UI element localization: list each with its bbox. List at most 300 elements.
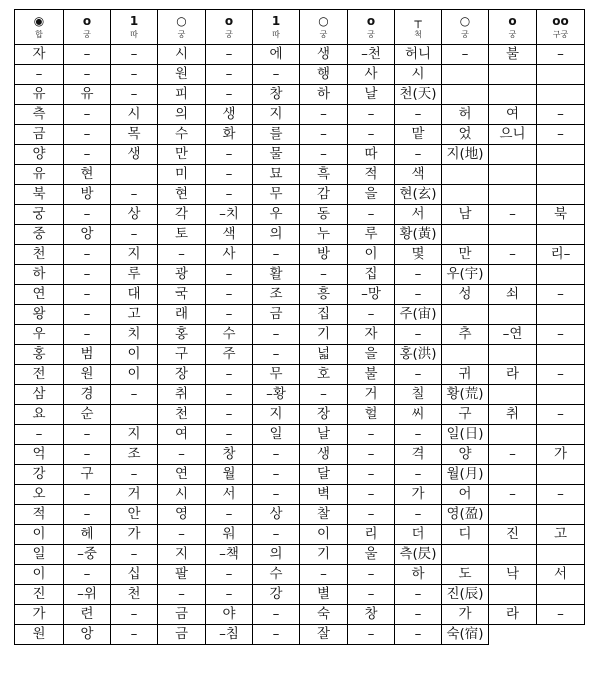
table-cell: –: [206, 425, 253, 445]
table-cell: –: [300, 145, 348, 165]
table-cell: 범: [64, 345, 111, 365]
table-cell: 시: [111, 105, 158, 125]
table-cell: [489, 225, 537, 245]
table-cell: 측: [15, 105, 64, 125]
table-cell: [537, 425, 585, 445]
header-cell: [64, 10, 111, 45]
table-cell: –: [206, 165, 253, 185]
table-cell: –: [253, 345, 300, 365]
header-label: 궁: [177, 29, 186, 39]
table-cell: 북: [537, 205, 585, 225]
table-cell: –: [348, 625, 395, 645]
table-cell: 의: [253, 225, 300, 245]
table-cell: 십: [111, 565, 158, 585]
table-cell: –: [253, 245, 300, 265]
table-cell: 현(玄): [395, 185, 442, 205]
table-cell: –: [111, 605, 158, 625]
table-cell: 집: [348, 265, 395, 285]
table-cell: 삼: [15, 385, 64, 405]
table-cell: 현: [64, 165, 111, 185]
header-label: 궁: [319, 29, 328, 39]
table-cell: 원: [158, 65, 206, 85]
empty-space: [537, 625, 585, 645]
table-cell: 우: [253, 205, 300, 225]
table-cell: 여: [489, 105, 537, 125]
table-cell: –: [64, 285, 111, 305]
table-cell: 주(宙): [395, 305, 442, 325]
table-cell: [537, 585, 585, 605]
table-cell: 생: [206, 105, 253, 125]
table-cell: 활: [253, 265, 300, 285]
header-label: 궁: [461, 29, 469, 39]
table-cell: 목: [111, 125, 158, 145]
table-cell: 이: [348, 245, 395, 265]
table-cell: 를: [253, 125, 300, 145]
table-cell: 금: [15, 125, 64, 145]
table-cell: –: [64, 105, 111, 125]
table-cell: 물: [253, 145, 300, 165]
table-cell: 이: [15, 525, 64, 545]
table-cell: [537, 225, 585, 245]
table-cell: 조: [253, 285, 300, 305]
table-cell: –: [111, 385, 158, 405]
table-cell: 천: [15, 245, 64, 265]
table-row: [15, 245, 585, 265]
table-cell: [489, 65, 537, 85]
table-row: [15, 365, 585, 385]
table-cell: 취: [158, 385, 206, 405]
table-cell: [489, 85, 537, 105]
table-cell: –: [253, 605, 300, 625]
one: 1: [271, 13, 281, 28]
table-cell: 거: [111, 485, 158, 505]
table-cell: 측(昃): [395, 545, 442, 565]
table-cell: 피: [158, 85, 206, 105]
table-cell: 국: [158, 285, 206, 305]
table-cell: [442, 185, 489, 205]
table-cell: –: [348, 125, 395, 145]
table-cell: 루: [111, 265, 158, 285]
table-cell: 의: [158, 105, 206, 125]
table-cell: –: [15, 65, 64, 85]
table-cell: 억: [15, 445, 64, 465]
table-cell: 여: [158, 425, 206, 445]
table-cell: –: [348, 445, 395, 465]
table-cell: –: [206, 285, 253, 305]
table-cell: 북: [15, 185, 64, 205]
table-cell: –위: [64, 585, 111, 605]
table-cell: 구: [64, 465, 111, 485]
table-row: [15, 325, 585, 345]
table-cell: –: [206, 585, 253, 605]
table-cell: 색: [395, 165, 442, 185]
table-cell: 자: [15, 45, 64, 65]
header-label: 궁: [83, 29, 91, 39]
table-cell: –: [300, 385, 348, 405]
table-cell: 우(宇): [442, 265, 489, 285]
table-cell: [489, 185, 537, 205]
header-cell: [537, 10, 585, 45]
table-cell: 안: [111, 505, 158, 525]
table-cell: [537, 545, 585, 565]
table-cell: 호: [300, 365, 348, 385]
table-cell: [537, 345, 585, 365]
table-cell: 영: [158, 505, 206, 525]
table-cell: 시: [395, 65, 442, 85]
table-cell: 리–: [537, 245, 585, 265]
table-cell: 리: [348, 525, 395, 545]
table-cell: 오: [15, 485, 64, 505]
table-cell: 양: [442, 445, 489, 465]
table-cell: –: [253, 445, 300, 465]
table-row: [15, 625, 585, 645]
table-cell: –: [158, 245, 206, 265]
table-cell: 지: [111, 425, 158, 445]
table-row: [15, 385, 585, 405]
table-cell: 방: [64, 185, 111, 205]
table-cell: 도: [442, 565, 489, 585]
table-cell: 격: [395, 445, 442, 465]
table-cell: 이: [111, 345, 158, 365]
table-cell: –: [111, 185, 158, 205]
table-cell: 구: [442, 405, 489, 425]
table-row: [15, 345, 585, 365]
table-cell: –: [253, 465, 300, 485]
table-row: [15, 125, 585, 145]
table-cell: 금: [253, 305, 300, 325]
table-cell: 불: [348, 365, 395, 385]
table-cell: 월: [206, 465, 253, 485]
table-cell: 왕: [15, 305, 64, 325]
table-cell: 유: [64, 85, 111, 105]
table-cell: [537, 145, 585, 165]
table-cell: 팔: [158, 565, 206, 585]
table-cell: 홍: [15, 345, 64, 365]
table-cell: 서: [395, 205, 442, 225]
table-cell: 진(辰): [442, 585, 489, 605]
empty-space: [489, 625, 537, 645]
table-cell: 련: [64, 605, 111, 625]
table-cell: –: [253, 525, 300, 545]
table-cell: 하: [300, 85, 348, 105]
table-cell: 생: [300, 45, 348, 65]
table-cell: 이: [111, 365, 158, 385]
table-cell: –: [348, 485, 395, 505]
small-o: o: [224, 13, 234, 28]
table-cell: [111, 165, 158, 185]
table-cell: 헐: [348, 405, 395, 425]
table-cell: [442, 345, 489, 365]
table-cell: –: [537, 405, 585, 425]
header-label: 구궁: [552, 29, 569, 39]
table-cell: –: [64, 125, 111, 145]
table-cell: –: [111, 45, 158, 65]
table-cell: 불: [489, 45, 537, 65]
table-cell: 헤: [64, 525, 111, 545]
table-cell: –: [253, 65, 300, 85]
table-cell: [537, 305, 585, 325]
table-cell: –: [395, 145, 442, 165]
table-cell: –: [111, 465, 158, 485]
circle-icon: ○: [318, 13, 329, 28]
table-cell: 황(黃): [395, 225, 442, 245]
table-cell: 대: [111, 285, 158, 305]
header-cell: [158, 10, 206, 45]
table-cell: 칠: [395, 385, 442, 405]
table-cell: [537, 165, 585, 185]
table-cell: 추: [442, 325, 489, 345]
bullseye-icon: ◉: [33, 13, 45, 28]
table-cell: 행: [300, 65, 348, 85]
table-row: [15, 465, 585, 485]
table-row: [15, 605, 585, 625]
table-cell: [489, 305, 537, 325]
table-row: [15, 545, 585, 565]
table-cell: [442, 65, 489, 85]
table-cell: 황(荒): [442, 385, 489, 405]
table-cell: –: [206, 65, 253, 85]
table-cell: 적: [348, 165, 395, 185]
table-cell: 루: [348, 225, 395, 245]
table-cell: [489, 585, 537, 605]
small-o: o: [508, 13, 517, 28]
table-cell: –: [206, 185, 253, 205]
table-row: [15, 105, 585, 125]
table-cell: –: [64, 45, 111, 65]
table-cell: [442, 85, 489, 105]
table-row: [15, 225, 585, 245]
circle-icon: ○: [459, 13, 471, 28]
table-cell: –: [537, 45, 585, 65]
table-row: [15, 485, 585, 505]
table-row: [15, 45, 585, 65]
table-cell: [489, 265, 537, 285]
table-cell: 생: [111, 145, 158, 165]
table-row: [15, 405, 585, 425]
table-cell: 허: [442, 105, 489, 125]
table-cell: 흥: [300, 285, 348, 305]
table-cell: 일(日): [442, 425, 489, 445]
table-cell: –: [395, 325, 442, 345]
table-cell: 원: [15, 625, 64, 645]
table-cell: –: [206, 265, 253, 285]
table-cell: –: [206, 505, 253, 525]
table-cell: –: [348, 585, 395, 605]
table-cell: 경: [64, 385, 111, 405]
table-cell: 연: [15, 285, 64, 305]
table-cell: 앙: [64, 225, 111, 245]
table-cell: 씨: [395, 405, 442, 425]
table-cell: 가: [111, 525, 158, 545]
header-cell: [348, 10, 395, 45]
table-cell: 이: [15, 565, 64, 585]
table-cell: 만: [442, 245, 489, 265]
double-o: oo: [552, 13, 569, 28]
table-cell: 울: [348, 545, 395, 565]
table-cell: 진: [15, 585, 64, 605]
table-cell: –: [537, 285, 585, 305]
table-row: [15, 145, 585, 165]
header-cell: [253, 10, 300, 45]
table-cell: 월(月): [442, 465, 489, 485]
table-cell: [537, 65, 585, 85]
table-cell: –: [348, 465, 395, 485]
table-cell: 몇: [395, 245, 442, 265]
table-cell: 하: [15, 265, 64, 285]
table-cell: 지: [111, 245, 158, 265]
table-cell: 광: [158, 265, 206, 285]
table-cell: 가: [537, 445, 585, 465]
table-cell: 적: [15, 505, 64, 525]
table-cell: 순: [64, 405, 111, 425]
table-cell: 쇠: [489, 285, 537, 305]
table-cell: 시: [158, 485, 206, 505]
table-row: [15, 505, 585, 525]
table-cell: –중: [64, 545, 111, 565]
table-cell: –: [348, 565, 395, 585]
table-cell: [537, 265, 585, 285]
table-cell: –: [64, 565, 111, 585]
table-cell: –: [537, 605, 585, 625]
table-cell: 진: [489, 525, 537, 545]
table-cell: [537, 385, 585, 405]
table-cell: [489, 165, 537, 185]
table-cell: 의: [253, 545, 300, 565]
table-cell: 만: [158, 145, 206, 165]
table-cell: 일: [15, 545, 64, 565]
table-cell: [442, 305, 489, 325]
table-cell: 더: [395, 525, 442, 545]
table-cell: [489, 465, 537, 485]
table-cell: –: [111, 545, 158, 565]
header-cell: [395, 10, 442, 45]
table-cell: 취: [489, 405, 537, 425]
table-cell: 달: [300, 465, 348, 485]
table-cell: 래: [158, 305, 206, 325]
header-label: 합: [35, 29, 43, 39]
table-cell: –침: [206, 625, 253, 645]
table-cell: –: [64, 425, 111, 445]
table-cell: –: [64, 305, 111, 325]
header-row: [15, 10, 585, 45]
table-cell: 창: [253, 85, 300, 105]
table-cell: [489, 505, 537, 525]
table-cell: 장: [158, 365, 206, 385]
table-cell: –: [537, 105, 585, 125]
table-cell: –: [64, 265, 111, 285]
table-cell: 가: [395, 485, 442, 505]
header-cell: [111, 10, 158, 45]
table-cell: 날: [300, 425, 348, 445]
table-cell: 전: [15, 365, 64, 385]
table-cell: 가: [442, 605, 489, 625]
table-cell: 수: [206, 325, 253, 345]
table-cell: –: [206, 405, 253, 425]
table-cell: –: [395, 585, 442, 605]
table-cell: –: [537, 485, 585, 505]
table-cell: [537, 505, 585, 525]
table-cell: 성: [442, 285, 489, 305]
header-label: 척: [414, 29, 422, 39]
table-cell: –: [64, 65, 111, 85]
table-cell: [537, 185, 585, 205]
table-cell: –황: [253, 385, 300, 405]
table-cell: 자: [348, 325, 395, 345]
table-cell: 조: [111, 445, 158, 465]
table-cell: –: [300, 565, 348, 585]
table-cell: 서: [537, 565, 585, 585]
header-label: 궁: [508, 29, 517, 39]
table-cell: 금: [158, 625, 206, 645]
table-cell: 서: [206, 485, 253, 505]
table-cell: 따: [348, 145, 395, 165]
table-cell: –: [395, 425, 442, 445]
table-cell: –: [348, 425, 395, 445]
table-row: [15, 65, 585, 85]
table-cell: 라: [489, 365, 537, 385]
table-cell: 시: [158, 45, 206, 65]
table-cell: –: [395, 505, 442, 525]
table-cell: –: [206, 365, 253, 385]
table-cell: 워: [206, 525, 253, 545]
small-o: o: [82, 13, 92, 28]
table-cell: 유: [15, 165, 64, 185]
table-cell: –: [158, 525, 206, 545]
table-cell: –책: [206, 545, 253, 565]
table-cell: 금: [158, 605, 206, 625]
table-cell: 양: [15, 145, 64, 165]
table-cell: –: [395, 105, 442, 125]
table-cell: 연: [158, 465, 206, 485]
table-cell: 기: [300, 545, 348, 565]
table-cell: 유: [15, 85, 64, 105]
table-cell: 주: [206, 345, 253, 365]
table-cell: –: [489, 245, 537, 265]
table-cell: 날: [348, 85, 395, 105]
table-row: [15, 445, 585, 465]
table-cell: 지(地): [442, 145, 489, 165]
table-cell: –: [395, 625, 442, 645]
table-cell: 강: [15, 465, 64, 485]
table-cell: 홍(洪): [395, 345, 442, 365]
table-cell: 요: [15, 405, 64, 425]
table-cell: –: [206, 565, 253, 585]
table-cell: 감: [300, 185, 348, 205]
circle-icon: ○: [176, 13, 187, 28]
header-cell: [300, 10, 348, 45]
table-cell: [442, 165, 489, 185]
table-cell: 으니: [489, 125, 537, 145]
table-cell: [537, 465, 585, 485]
table-cell: –: [206, 85, 253, 105]
table-cell: 지: [253, 105, 300, 125]
table-cell: –: [300, 265, 348, 285]
table-cell: 가: [15, 605, 64, 625]
table-cell: –: [537, 365, 585, 385]
table-cell: 었: [442, 125, 489, 145]
table-cell: –: [253, 485, 300, 505]
header-cell: [489, 10, 537, 45]
table-cell: –: [537, 325, 585, 345]
table-cell: 어: [442, 485, 489, 505]
table-cell: 지: [253, 405, 300, 425]
table-cell: 방: [300, 245, 348, 265]
table-cell: [489, 385, 537, 405]
table-cell: –: [206, 145, 253, 165]
table-cell: 치: [111, 325, 158, 345]
table-cell: 앙: [64, 625, 111, 645]
table-cell: 상: [111, 205, 158, 225]
